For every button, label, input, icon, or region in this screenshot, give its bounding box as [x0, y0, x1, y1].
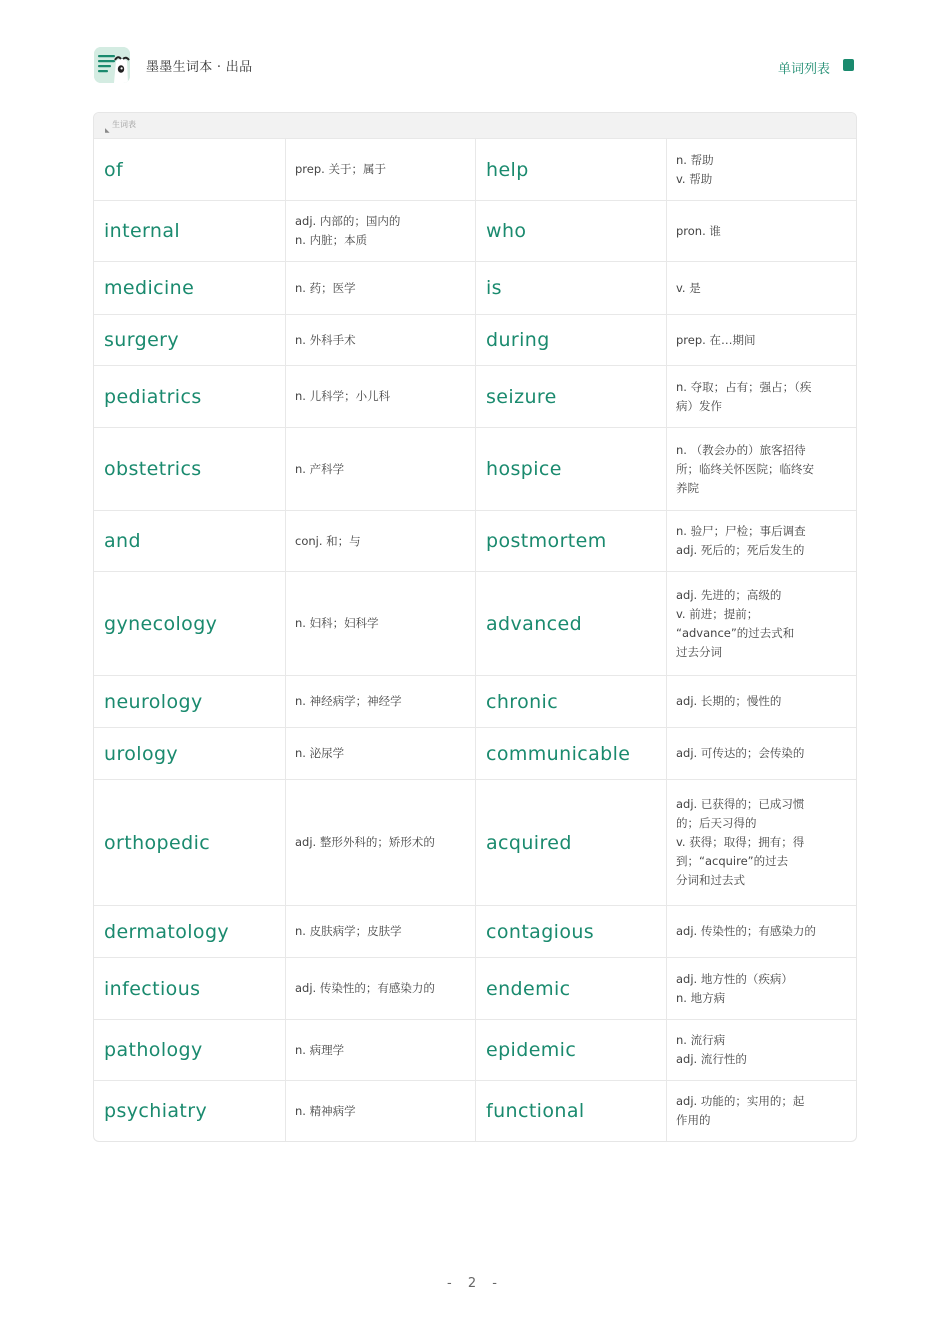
definition-line: adj. 可传达的；会传染的	[676, 746, 805, 760]
brand-title: 墨墨生词本 · 出品	[146, 60, 253, 75]
definition-cell	[666, 511, 856, 571]
table-row	[94, 779, 856, 905]
word-cell: obstetrics	[104, 458, 202, 480]
definition-line: n. 夺取；占有；强占；（疾	[676, 379, 812, 394]
definition-cell	[666, 958, 856, 1019]
definition-line: n. 妇科；妇科学	[295, 616, 379, 630]
word-cell: help	[475, 139, 666, 200]
definition-line: adj. 地方性的（疾病）	[676, 971, 793, 986]
word-cell: functional	[475, 1081, 666, 1141]
table-caption: 生词表	[112, 120, 136, 129]
definition-cell	[666, 676, 856, 727]
word-cell: during	[475, 315, 666, 365]
word-cell: medicine	[104, 277, 195, 299]
definition-cell	[666, 139, 856, 200]
app-logo-icon	[94, 47, 130, 83]
table-row	[94, 365, 856, 427]
word-cell: chronic	[475, 676, 666, 727]
definition-line: n. 药；医学	[295, 280, 356, 295]
page-number: - 2 -	[447, 1276, 503, 1291]
definition-line: v. 是	[676, 280, 701, 295]
word-cell: gynecology	[104, 612, 218, 635]
definition-cell	[666, 201, 856, 261]
table-row	[94, 957, 856, 1019]
table-row	[94, 314, 856, 365]
definition-line: 作用的	[676, 1113, 711, 1127]
word-cell: psychiatry	[104, 1100, 208, 1122]
definition-line: adj. 死后的；死后发生的	[676, 543, 805, 557]
definition-line: n. 神经病学；神经学	[295, 694, 402, 708]
word-cell: dermatology	[104, 920, 230, 943]
definition-line: n. 流行病	[676, 1033, 726, 1047]
definition-cell	[666, 315, 856, 365]
table-row	[94, 727, 856, 779]
definition-cell	[285, 428, 475, 510]
definition-line: n. 精神病学	[295, 1103, 356, 1118]
definition-line: n. 皮肤病学；皮肤学	[295, 924, 402, 938]
definition-line: adj. 长期的；慢性的	[676, 694, 782, 708]
definition-line: n. 儿科学；小儿科	[295, 389, 391, 403]
definition-line: v. 获得；取得；拥有；得	[676, 835, 805, 849]
definition-line: 养院	[676, 480, 699, 495]
definition-line: adj. 已获得的；已成习惯	[676, 797, 805, 811]
word-cell: neurology	[104, 690, 203, 713]
definition-line: prep. 在…期间	[676, 332, 756, 347]
definition-cell	[666, 572, 856, 675]
definition-line: adj. 整形外科的；矫形术的	[295, 835, 435, 849]
definition-cell	[666, 366, 856, 427]
definition-cell	[666, 1081, 856, 1141]
definition-line: n. 产科学	[295, 461, 345, 476]
caret-icon: ◣	[105, 127, 110, 134]
definition-line: conj. 和；与	[295, 533, 361, 548]
definition-line: n. （教会办的）旅客招待	[676, 442, 806, 457]
definition-cell	[666, 428, 856, 510]
definition-line: 到；“acquire”的过去	[676, 854, 789, 868]
definition-line: 过去分词	[676, 644, 722, 659]
word-cell: who	[475, 201, 666, 261]
word-cell: postmortem	[475, 511, 666, 571]
word-cell: is	[475, 262, 666, 314]
definition-cell	[285, 1081, 475, 1141]
word-cell: communicable	[475, 728, 666, 779]
definition-line: n. 帮助	[676, 152, 714, 167]
definition-line: pron. 谁	[676, 223, 721, 238]
vocabulary-table	[93, 112, 857, 1142]
definition-line: 病）发作	[676, 398, 722, 413]
definition-cell	[285, 511, 475, 571]
definition-cell	[666, 906, 856, 957]
table-body	[94, 138, 856, 1141]
table-row	[94, 261, 856, 314]
definition-cell	[285, 201, 475, 261]
word-cell: endemic	[475, 958, 666, 1019]
table-row	[94, 675, 856, 727]
table-row	[94, 905, 856, 957]
definition-cell	[285, 572, 475, 675]
definition-line: adj. 先进的；高级的	[676, 587, 782, 602]
word-cell: of	[104, 158, 124, 181]
word-cell: urology	[104, 742, 179, 765]
definition-cell	[666, 728, 856, 779]
definition-cell	[285, 676, 475, 727]
definition-cell	[285, 262, 475, 314]
word-cell: seizure	[475, 366, 666, 427]
square-bookmark-icon	[843, 59, 854, 71]
word-cell: acquired	[475, 780, 666, 905]
definition-cell	[285, 315, 475, 365]
definition-cell	[285, 1020, 475, 1080]
definition-cell	[285, 958, 475, 1019]
definition-line: v. 帮助	[676, 171, 713, 186]
table-caption-bar	[94, 113, 856, 138]
definition-line: adj. 传染性的；有感染力的	[676, 924, 816, 938]
definition-cell	[285, 780, 475, 905]
definition-line: n. 泌尿学	[295, 746, 345, 760]
definition-line: n. 病理学	[295, 1042, 345, 1057]
definition-line: 分词和过去式	[676, 873, 745, 887]
word-cell: internal	[104, 220, 181, 242]
word-cell: pediatrics	[104, 385, 202, 408]
definition-cell	[285, 906, 475, 957]
definition-cell	[666, 262, 856, 314]
word-cell: hospice	[475, 428, 666, 510]
word-cell: pathology	[104, 1039, 203, 1061]
table-row	[94, 1019, 856, 1080]
word-cell: infectious	[104, 977, 201, 1000]
definition-cell	[666, 1020, 856, 1080]
word-cell: orthopedic	[104, 831, 211, 854]
word-cell: contagious	[475, 906, 666, 957]
page-header	[94, 47, 856, 83]
table-row	[94, 571, 856, 675]
table-row	[94, 427, 856, 510]
table-row	[94, 510, 856, 571]
table-row	[94, 1080, 856, 1141]
definition-cell	[285, 366, 475, 427]
page-tag-label: 单词列表	[777, 62, 830, 77]
definition-line: v. 前进；提前；	[676, 606, 759, 621]
definition-line: prep. 关于；属于	[295, 162, 386, 176]
word-cell: surgery	[104, 329, 180, 351]
table-row	[94, 138, 856, 200]
definition-line: adj. 内部的；国内的	[295, 214, 401, 228]
definition-line: n. 验尸；尸检；事后调查	[676, 524, 806, 538]
definition-cell	[285, 139, 475, 200]
word-cell: and	[104, 530, 141, 552]
definition-line: adj. 流行性的	[676, 1052, 747, 1066]
definition-line: n. 内脏；本质	[295, 233, 368, 247]
definition-line: adj. 传染性的；有感染力的	[295, 981, 435, 995]
definition-line: n. 地方病	[676, 990, 726, 1005]
definition-line: adj. 功能的；实用的；起	[676, 1094, 805, 1108]
definition-line: “advance”的过去式和	[676, 625, 795, 640]
table-row	[94, 200, 856, 261]
word-cell: advanced	[475, 572, 666, 675]
definition-cell	[285, 728, 475, 779]
definition-line: 的；后天习得的	[676, 816, 757, 830]
definition-line: 所；临终关怀医院；临终安	[676, 461, 814, 476]
word-cell: epidemic	[475, 1020, 666, 1080]
definition-line: n. 外科手术	[295, 332, 356, 347]
definition-cell	[666, 780, 856, 905]
